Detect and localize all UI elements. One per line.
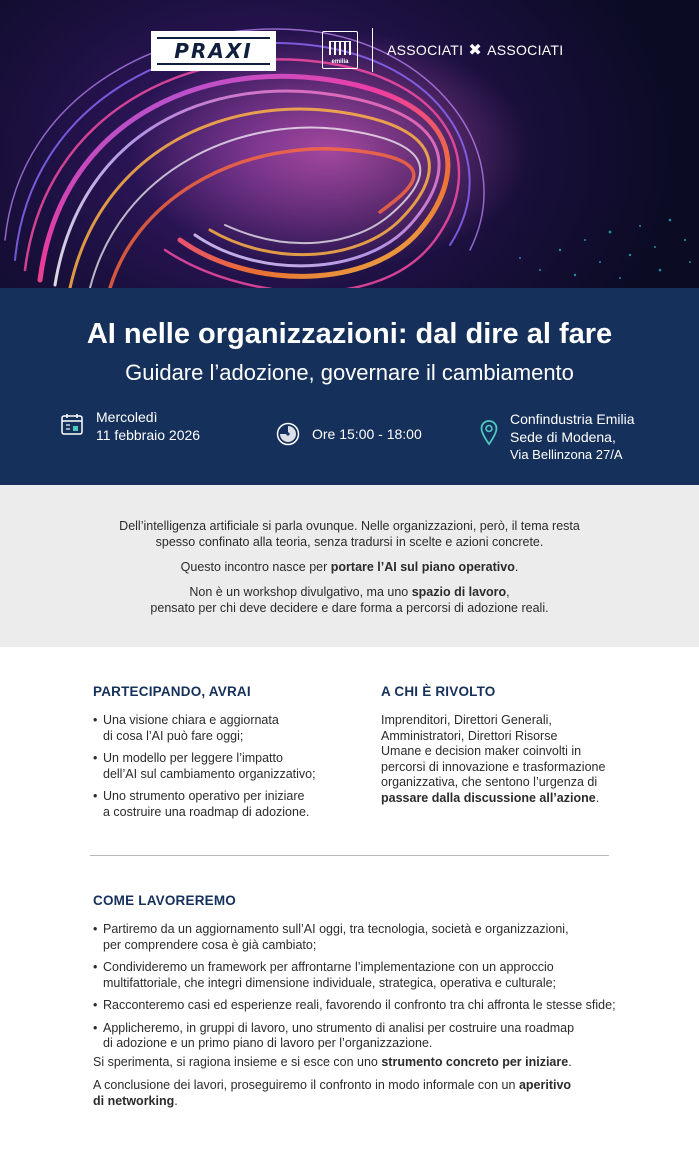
intro-paragraph-1 <box>0 518 699 550</box>
list-item <box>93 713 353 744</box>
associati-left-text: ASSOCIATI <box>387 42 464 58</box>
rivolto-line: organizzativa, che sentono l’urgenza di <box>381 775 598 789</box>
intro-p3-bold: spazio di lavoro <box>411 585 507 599</box>
list-item <box>93 922 633 953</box>
intro-p2-text: Questo incontro nasce per <box>180 560 331 574</box>
item-line: di adozione e un primo piano di lavoro per l’organizzazione. <box>103 1036 433 1050</box>
intro-p2-end: . <box>514 560 519 574</box>
closing1-text: Si sperimenta, si ragiona insieme e si esce con uno <box>93 1055 382 1069</box>
item-line: Un modello per leggere l’impatto <box>103 751 283 765</box>
closing2-bold1: aperitivo <box>518 1078 572 1092</box>
closing2-end: . <box>174 1093 178 1108</box>
intro-p2-bold: portare l’AI sul piano operativo <box>330 560 515 574</box>
venue-site: Sede di Modena, <box>510 429 616 445</box>
praxi-logo-text: PRAXI <box>174 39 253 63</box>
rivolto-line: Umane e decision maker coinvolti in <box>381 744 582 758</box>
clock-icon <box>276 422 300 446</box>
event-date <box>60 409 201 444</box>
rivolto-line: percorsi di innovazione e trasformazione <box>381 759 606 774</box>
venue-address: Via Bellinzona 27/A <box>510 447 623 462</box>
item-line: Partiremo da un aggiornamento sull’AI oggi, tra tecnologia, società e organizzazioni, <box>103 922 569 936</box>
emilia-logo-text: emilia <box>331 59 349 65</box>
confindustria-emilia-logo <box>322 31 358 69</box>
closing2-bold2: di networking <box>93 1093 175 1108</box>
closing1-bold: strumento concreto per iniziare <box>381 1055 569 1069</box>
associati-mark-icon: ✖ <box>468 42 483 59</box>
event-time-text: Ore 15:00 - 18:00 <box>312 426 422 442</box>
event-time <box>276 422 422 446</box>
location-pin-icon <box>480 420 498 446</box>
closing1-end: . <box>568 1055 572 1069</box>
rivolto-title: A CHI È RIVOLTO <box>381 684 496 699</box>
intro-p3-text: Non è un workshop divulgativo, ma uno <box>189 585 412 599</box>
lavoreremo-title: COME LAVOREREMO <box>93 893 237 908</box>
event-header <box>0 288 699 485</box>
intro-p1-line2: spesso confinato alla teoria, senza tradursi in scelte e azioni concrete. <box>155 535 544 549</box>
rivolto-text <box>381 713 631 806</box>
rivolto-line: Imprenditori, Direttori Generali, <box>381 713 552 727</box>
item-line: Racconteremo casi ed esperienze reali, favorendo il confronto tra chi affronta le stesse sfide; <box>103 998 616 1012</box>
intro-section <box>0 485 699 647</box>
calendar-icon <box>60 412 84 436</box>
event-location <box>480 410 635 464</box>
item-line: Condivideremo un framework per affrontarne l’implementazione con un approccio <box>103 960 554 974</box>
intro-p1-line1: Dell’intelligenza artificiale si parla ovunque. Nelle organizzazioni, però, il tema resta <box>119 519 580 533</box>
closing-paragraph-1 <box>93 1055 633 1071</box>
item-line: multifattoriale, che integri dimensione individuale, strategica, operativa e culturale; <box>103 975 557 990</box>
list-item <box>93 789 353 820</box>
item-line: Applicheremo, in gruppi di lavoro, uno strumento di analisi per costruire una roadmap <box>103 1020 575 1035</box>
list-item <box>93 1021 633 1052</box>
intro-paragraph-2 <box>0 559 699 575</box>
intro-p3-line2: pensato per chi deve decidere e dare forma a percorsi di adozione reali. <box>150 601 549 615</box>
event-date-text: 11 febbraio 2026 <box>96 427 201 443</box>
list-item <box>93 998 633 1014</box>
avrai-list <box>93 713 353 827</box>
section-divider <box>90 855 609 856</box>
associati-right-text: ASSOCIATI <box>487 42 564 58</box>
item-line: Uno strumento operativo per iniziare <box>103 789 305 803</box>
hero-banner <box>0 0 699 288</box>
item-line: per comprendere cosa è già cambiato; <box>103 937 317 952</box>
event-title: AI nelle organizzazioni: dal dire al fare <box>86 318 613 350</box>
associati-logo <box>387 40 563 60</box>
item-line: di cosa l’AI può fare oggi; <box>103 728 244 743</box>
item-line: a costruire una roadmap di adozione. <box>103 804 310 819</box>
intro-paragraph-3 <box>0 584 699 616</box>
avrai-title: PARTECIPANDO, AVRAI <box>93 684 251 699</box>
rivolto-line: Amministratori, Direttori Risorse <box>381 728 558 743</box>
list-item <box>93 960 633 991</box>
rivolto-end: . <box>595 790 600 805</box>
intro-p3-end: , <box>506 585 510 599</box>
item-line: dell’AI sul cambiamento organizzativo; <box>103 766 316 781</box>
list-item <box>93 751 353 782</box>
closing-paragraph-2 <box>93 1078 633 1109</box>
closing2-text: A conclusione dei lavori, proseguiremo il confronto in modo informale con un <box>93 1078 519 1092</box>
building-icon <box>329 41 351 55</box>
lavoreremo-list <box>93 922 633 1059</box>
praxi-logo <box>151 31 276 71</box>
venue-name: Confindustria Emilia <box>510 411 635 427</box>
event-subtitle: Guidare l’adozione, governare il cambiamento <box>125 360 574 385</box>
logo-divider <box>372 28 373 72</box>
rivolto-bold: passare dalla discussione all’azione <box>381 790 596 805</box>
item-line: Una visione chiara e aggiornata <box>103 713 279 727</box>
event-day: Mercoledì <box>96 409 158 425</box>
